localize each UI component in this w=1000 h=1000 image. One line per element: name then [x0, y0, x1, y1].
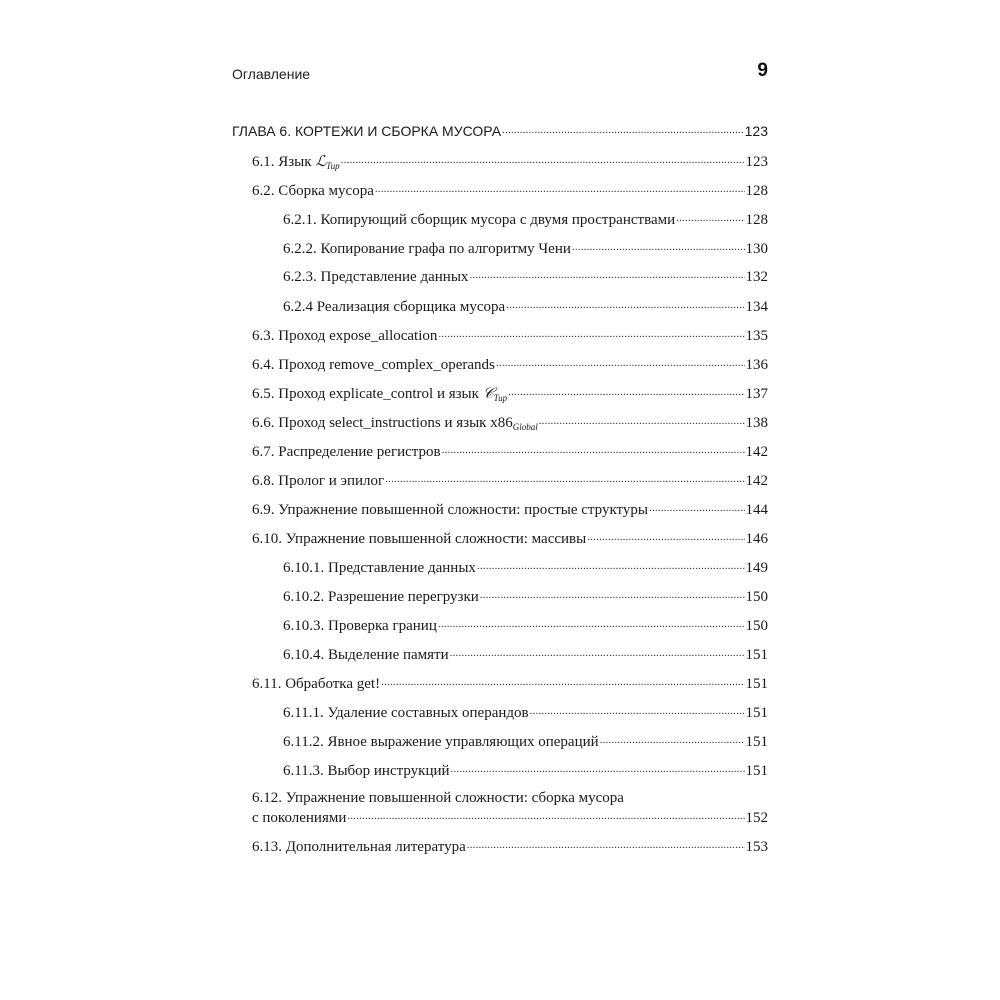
toc-entry-label: 6.11.2. Явное выражение управляющих операций: [283, 734, 599, 750]
dot-leader: [600, 731, 745, 746]
toc-entry-6-11[interactable]: [252, 673, 768, 693]
toc-entry-page: 146: [745, 531, 768, 547]
toc-entry-page: 130: [745, 241, 768, 257]
dot-leader: [587, 528, 744, 543]
toc-entry-chapter-6[interactable]: [232, 122, 768, 140]
toc-entry-6-13[interactable]: [252, 836, 768, 856]
dot-leader: [502, 122, 744, 136]
dot-leader: [375, 180, 745, 195]
dot-leader: [451, 760, 745, 775]
toc-entry-page: 128: [745, 183, 768, 199]
math-symbol: 𝒞: [482, 384, 494, 402]
toc-entry-label: 6.2.2. Копирование графа по алгоритму Чени: [283, 241, 571, 257]
toc-entry-label: 6.2.3. Представление данных: [283, 269, 469, 285]
dot-leader: [496, 354, 745, 369]
dot-leader: [477, 557, 745, 572]
toc-entry-label: 6.10.3. Проверка границ: [283, 618, 437, 634]
toc-entry-label: 6.10.1. Представление данных: [283, 560, 476, 576]
toc-entry-6-8[interactable]: [252, 470, 768, 490]
toc-entry-6-4[interactable]: [252, 354, 768, 374]
toc-entry-label: 6.10. Упражнение повышенной сложности: массивы: [252, 531, 587, 547]
toc-entry-label: 6.10.4. Выделение памяти: [283, 647, 449, 663]
toc-entry-6-7[interactable]: [252, 441, 768, 461]
toc-entry-page: 144: [745, 502, 768, 518]
toc-entry-label: 6.4. Проход remove_complex_operands: [252, 357, 495, 373]
dot-leader: [572, 238, 745, 253]
page-number: 9: [757, 60, 768, 81]
dot-leader: [480, 586, 745, 601]
toc-entry-label: 6.5. Проход explicate_control и язык 𝒞$_{Tup}$: [252, 384, 508, 403]
toc-entry-page: 135: [745, 328, 768, 344]
toc-entry-label-line2: с поколениями: [252, 810, 347, 826]
toc-entry-label: ГЛАВА 6. КОРТЕЖИ И СБОРКА МУСОРА: [232, 123, 502, 139]
toc-entry-page: 150: [745, 589, 768, 605]
toc-entry-6-10-4[interactable]: [283, 644, 768, 664]
dot-leader: [539, 412, 745, 427]
dot-leader: [341, 151, 745, 166]
toc-entry-page: 123: [745, 154, 768, 170]
toc-entry-page: 128: [745, 212, 768, 228]
math-symbol: ℒ: [315, 152, 327, 170]
toc-entry-6-11-2[interactable]: [283, 731, 768, 751]
toc-entry-6-10-3[interactable]: [283, 615, 768, 635]
toc-entry-label: 6.8. Пролог и эпилог: [252, 473, 385, 489]
toc-entry-page: 152: [745, 810, 768, 826]
toc-entry-6-12[interactable]: [252, 789, 768, 827]
toc-entry-page: 123: [744, 123, 768, 139]
dot-leader: [438, 615, 745, 630]
toc-entry-page: 142: [745, 473, 768, 489]
toc-entry-label: 6.10.2. Разрешение перегрузки: [283, 589, 479, 605]
dot-leader: [450, 644, 745, 659]
toc-entry-6-2[interactable]: [252, 180, 768, 200]
toc-entry-6-5[interactable]: [252, 383, 768, 407]
toc-entry-label: 6.6. Проход select_instructions и язык $x86_{Global}$: [252, 415, 538, 432]
toc-entry-6-1[interactable]: [252, 151, 768, 175]
toc-entry-page: 137: [745, 386, 768, 402]
toc-entry-label-line1: 6.12. Упражнение повышенной сложности: сборка мусора: [252, 790, 624, 806]
subscript: Tup: [326, 161, 340, 171]
dot-leader: [469, 266, 744, 281]
toc-entry-6-3[interactable]: [252, 325, 768, 345]
toc-entry-page: 142: [745, 444, 768, 460]
toc-entry-label: 6.13. Дополнительная литература: [252, 839, 466, 855]
subscript: Global: [512, 422, 538, 432]
toc-entry-page: 149: [745, 560, 768, 576]
toc-entry-page: 150: [745, 618, 768, 634]
dot-leader: [649, 499, 745, 514]
toc-entry-page: 136: [745, 357, 768, 373]
dot-leader: [385, 470, 744, 485]
dot-leader: [347, 807, 744, 822]
toc-entry-6-6[interactable]: [252, 412, 768, 436]
toc-entry-6-10[interactable]: [252, 528, 768, 548]
toc-entry-6-2-4[interactable]: [283, 296, 768, 316]
toc-entry-6-10-1[interactable]: [283, 557, 768, 577]
toc-entry-label: 6.2.4 Реализация сборщика мусора: [283, 299, 506, 315]
toc-entry-label: 6.11.1. Удаление составных операндов: [283, 705, 529, 721]
toc-entry-page: 134: [745, 299, 768, 315]
toc-entry-page: 151: [745, 647, 768, 663]
subscript: Tup: [493, 393, 508, 403]
toc-entry-label: 6.7. Распределение регистров: [252, 444, 441, 460]
dot-leader: [508, 383, 744, 398]
toc-entry-label: 6.2.1. Копирующий сборщик мусора с двумя пространствами: [283, 212, 676, 228]
toc-entry-6-11-1[interactable]: [283, 702, 768, 722]
toc-entry-page: 151: [745, 676, 768, 692]
dot-leader: [676, 209, 744, 224]
toc-entry-page: 151: [745, 763, 768, 779]
toc-entry-label: 6.11. Обработка get!: [252, 676, 381, 692]
dot-leader: [442, 441, 745, 456]
toc-entry-label: 6.9. Упражнение повышенной сложности: простые структуры: [252, 502, 648, 518]
dot-leader: [438, 325, 744, 340]
toc-entry-page: 151: [745, 705, 768, 721]
toc-entry-6-11-3[interactable]: [283, 760, 768, 780]
toc-entry-page: 138: [745, 415, 768, 431]
toc-entry-6-10-2[interactable]: [283, 586, 768, 606]
dot-leader: [530, 702, 745, 717]
toc-entry-page: 153: [745, 839, 768, 855]
toc-entry-label: 6.1. Язык ℒ$_{Tup}$: [252, 152, 340, 171]
dot-leader: [381, 673, 744, 688]
toc-entry-label: 6.2. Сборка мусора: [252, 183, 374, 199]
toc-entry-6-2-3[interactable]: [283, 266, 768, 286]
toc-entry-label: 6.11.3. Выбор инструкций: [283, 763, 450, 779]
toc-entry-6-9[interactable]: [252, 499, 768, 519]
toc-entry-label: 6.3. Проход expose_allocation: [252, 328, 438, 344]
toc-entry-6-2-2[interactable]: [283, 238, 768, 258]
dot-leader: [467, 836, 745, 851]
toc-entry-page: 132: [745, 269, 768, 285]
dot-leader: [506, 296, 744, 311]
toc-entry-page: 151: [745, 734, 768, 750]
running-header-title: Оглавление: [232, 66, 311, 82]
toc-entry-6-2-1[interactable]: [283, 209, 768, 229]
